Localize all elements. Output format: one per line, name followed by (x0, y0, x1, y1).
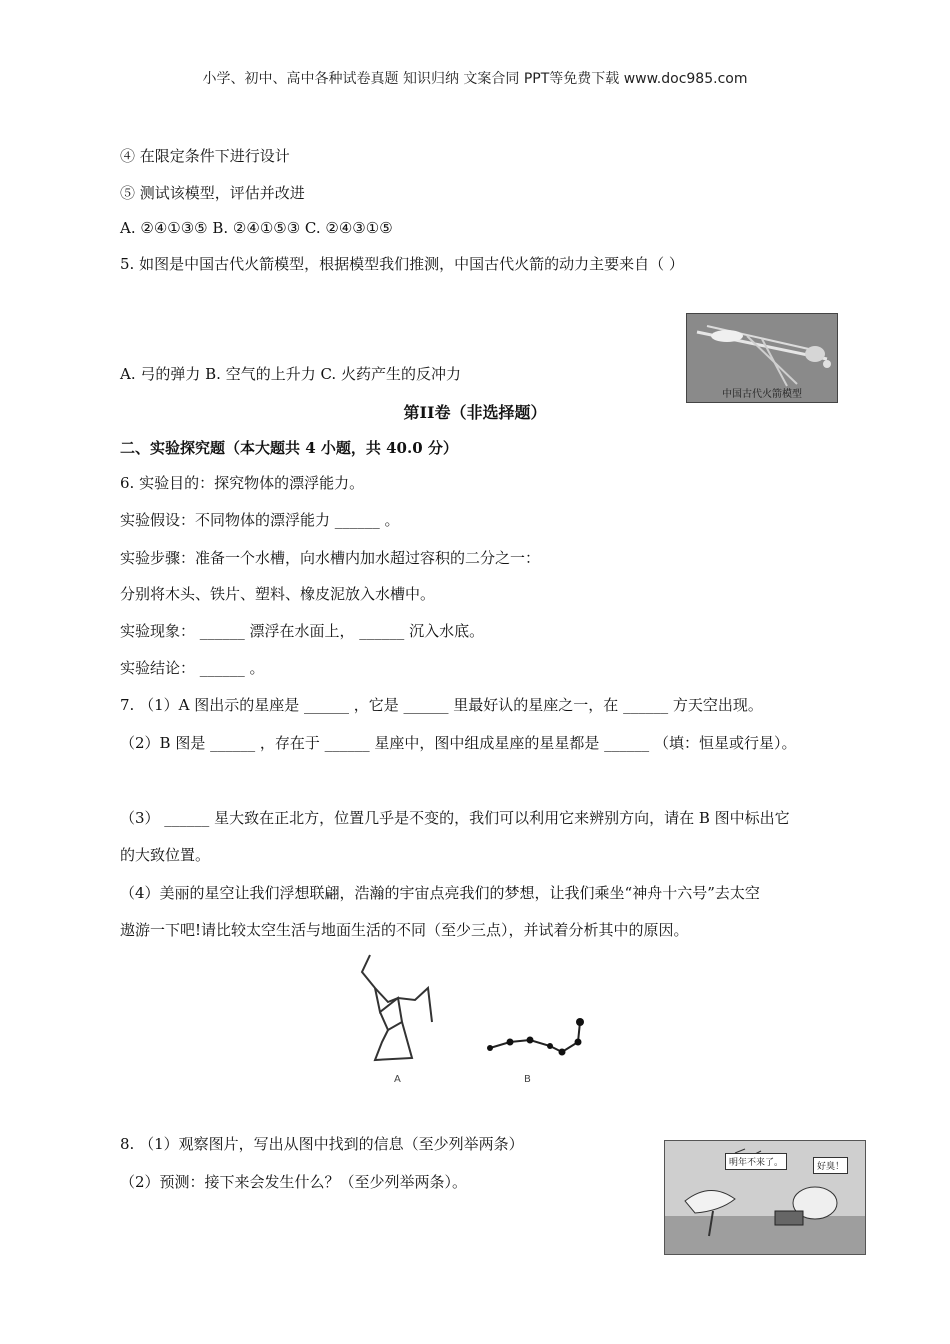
figure-a-label: A (394, 1074, 401, 1085)
part2-title: 第II卷（非选择题） (403, 403, 547, 422)
page-header: 小学、初中、高中各种试卷真题 知识归纳 文案合同 PPT等免费下载 www.doc985.com (202, 71, 748, 87)
q7-part3-line1: （3） ______ 星大致在正北方，位置几乎是不变的，我们可以利用它来辨别方向，请在 B 图中标出它 (120, 809, 790, 827)
q6-phenomenon: 实验现象： ______ 漂浮在水面上， ______ 沉入水底。 (120, 622, 485, 640)
rocket-caption: 中国古代火箭模型 (722, 389, 802, 400)
q6-conclusion: 实验结论： ______ 。 (120, 659, 265, 677)
q6-steps-1: 实验步骤：准备一个水槽，向水槽内加水超过容积的二分之一： (120, 549, 541, 567)
speech-bubble-2: 好臭！ (813, 1157, 848, 1174)
q5-stem: 5. 如图是中国古代火箭模型，根据模型我们推测，中国古代火箭的动力主要来自（ ） (120, 255, 684, 273)
ancient-rocket-figure (686, 313, 838, 403)
constellation-drawing (340, 950, 610, 1095)
q7-part1: 7. （1）A 图出示的星座是 ______ ，它是 ______ 里最好认的星座之一，在 ______ 方天空出现。 (120, 696, 763, 714)
q4-options: A. ②④①③⑤ B. ②④①⑤③ C. ②④③①⑤ (120, 219, 393, 237)
q8-part1: 8. （1）观察图片，写出从图中找到的信息（至少列举两条） (120, 1135, 524, 1153)
q4-step4: ④ 在限定条件下进行设计 (120, 147, 290, 165)
q5-options: A. 弓的弹力 B. 空气的上升力 C. 火药产生的反冲力 (120, 365, 461, 383)
figure-b-label: B (524, 1074, 531, 1085)
q7-part4-line2: 遨游一下吧!请比较太空生活与地面生活的不同（至少三点），并试着分析其中的原因。 (120, 921, 689, 939)
constellation-figure (340, 950, 610, 1095)
section-heading: 二、实验探究题（本大题共 4 小题，共 40.0 分） (120, 439, 458, 457)
speech-bubble-1: 明年不来了。 (725, 1153, 787, 1170)
q6-hypothesis: 实验假设：不同物体的漂浮能力 ______ 。 (120, 511, 400, 529)
q7-part3-line2: 的大致位置。 (120, 846, 211, 864)
q4-step5: ⑤ 测试该模型，评估并改进 (120, 184, 305, 202)
q7-part2: （2）B 图是 ______ ，存在于 ______ 星座中，图中组成星座的星星都是 ______ （填：恒星或行星）。 (120, 734, 797, 752)
q7-part4-line1: （4）美丽的星空让我们浮想联翩，浩瀚的宇宙点亮我们的梦想，让我们乘坐“神舟十六号”去太空 (120, 884, 760, 902)
pollution-cartoon (664, 1140, 866, 1255)
q6-steps-2: 分别将木头、铁片、塑料、橡皮泥放入水槽中。 (120, 585, 436, 603)
q6-purpose: 6. 实验目的：探究物体的漂浮能力。 (120, 474, 365, 492)
q8-part2: （2）预测：接下来会发生什么？（至少列举两条）。 (120, 1173, 468, 1191)
